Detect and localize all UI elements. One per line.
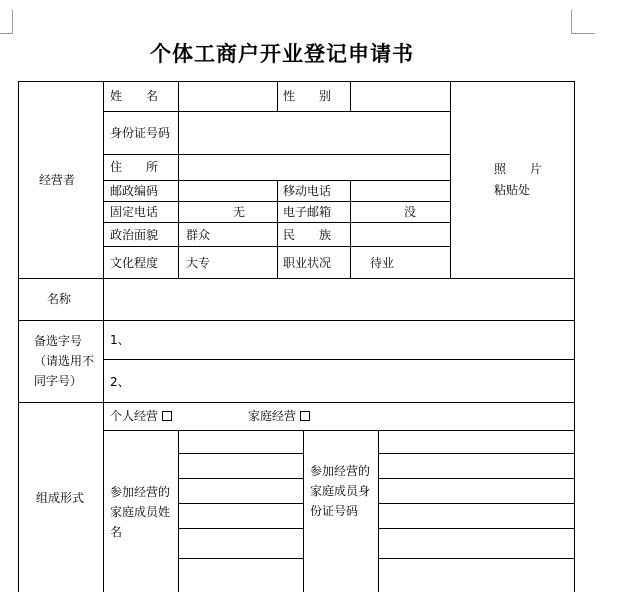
individual-option[interactable] [110,409,172,423]
name-field[interactable] [184,89,274,103]
alt-names-label: 备选字号（请选用不同字号） [34,334,95,388]
business-name-label: 名称 [47,292,72,306]
family-option[interactable] [248,409,310,423]
employment-value[interactable]: 待业 [370,256,395,270]
composition-label: 组成形式 [36,491,85,505]
political-label: 政治面貌 [110,228,159,242]
phone-value[interactable]: 无 [233,205,246,219]
member-names-label: 参加经营的家庭成员姓名 [110,485,171,539]
address-field[interactable] [184,160,444,174]
address-label: 住 所 [110,160,159,174]
email-label: 电子邮箱 [283,205,332,219]
gender-field[interactable] [356,89,446,103]
ethnicity-field[interactable] [356,228,446,242]
photo-label: 照 片 [494,162,543,176]
individual-label: 个人经营 [110,409,159,423]
education-value[interactable]: 大专 [186,256,211,270]
mobile-label: 移动电话 [283,184,332,198]
employment-label: 职业状况 [283,256,332,270]
ethnicity-label: 民 族 [283,228,332,242]
political-value[interactable]: 群众 [186,228,211,242]
email-value[interactable]: 没 [404,205,417,219]
individual-checkbox[interactable] [162,411,172,421]
alt-name-2[interactable]: 2、 [110,375,130,389]
mobile-field[interactable] [356,184,446,198]
name-label: 姓 名 [110,89,159,103]
photo-paste-label: 粘贴处 [494,183,531,197]
member-ids-label: 参加经营的家庭成员身份证号码 [310,464,371,518]
family-label: 家庭经营 [248,409,297,423]
education-label: 文化程度 [110,256,159,270]
phone-label: 固定电话 [110,205,159,219]
id-number-field[interactable] [184,118,444,148]
operator-section-label: 经营者 [39,173,76,187]
gender-label: 性 别 [283,89,332,103]
alt-name-1[interactable]: 1、 [110,333,130,347]
page-title: 个体工商户开业登记申请书 [150,42,414,66]
id-number-label: 身份证号码 [110,126,171,140]
postcode-label: 邮政编码 [110,184,159,198]
postcode-field[interactable] [184,184,274,198]
family-checkbox[interactable] [300,411,310,421]
business-name-field[interactable] [110,284,568,314]
